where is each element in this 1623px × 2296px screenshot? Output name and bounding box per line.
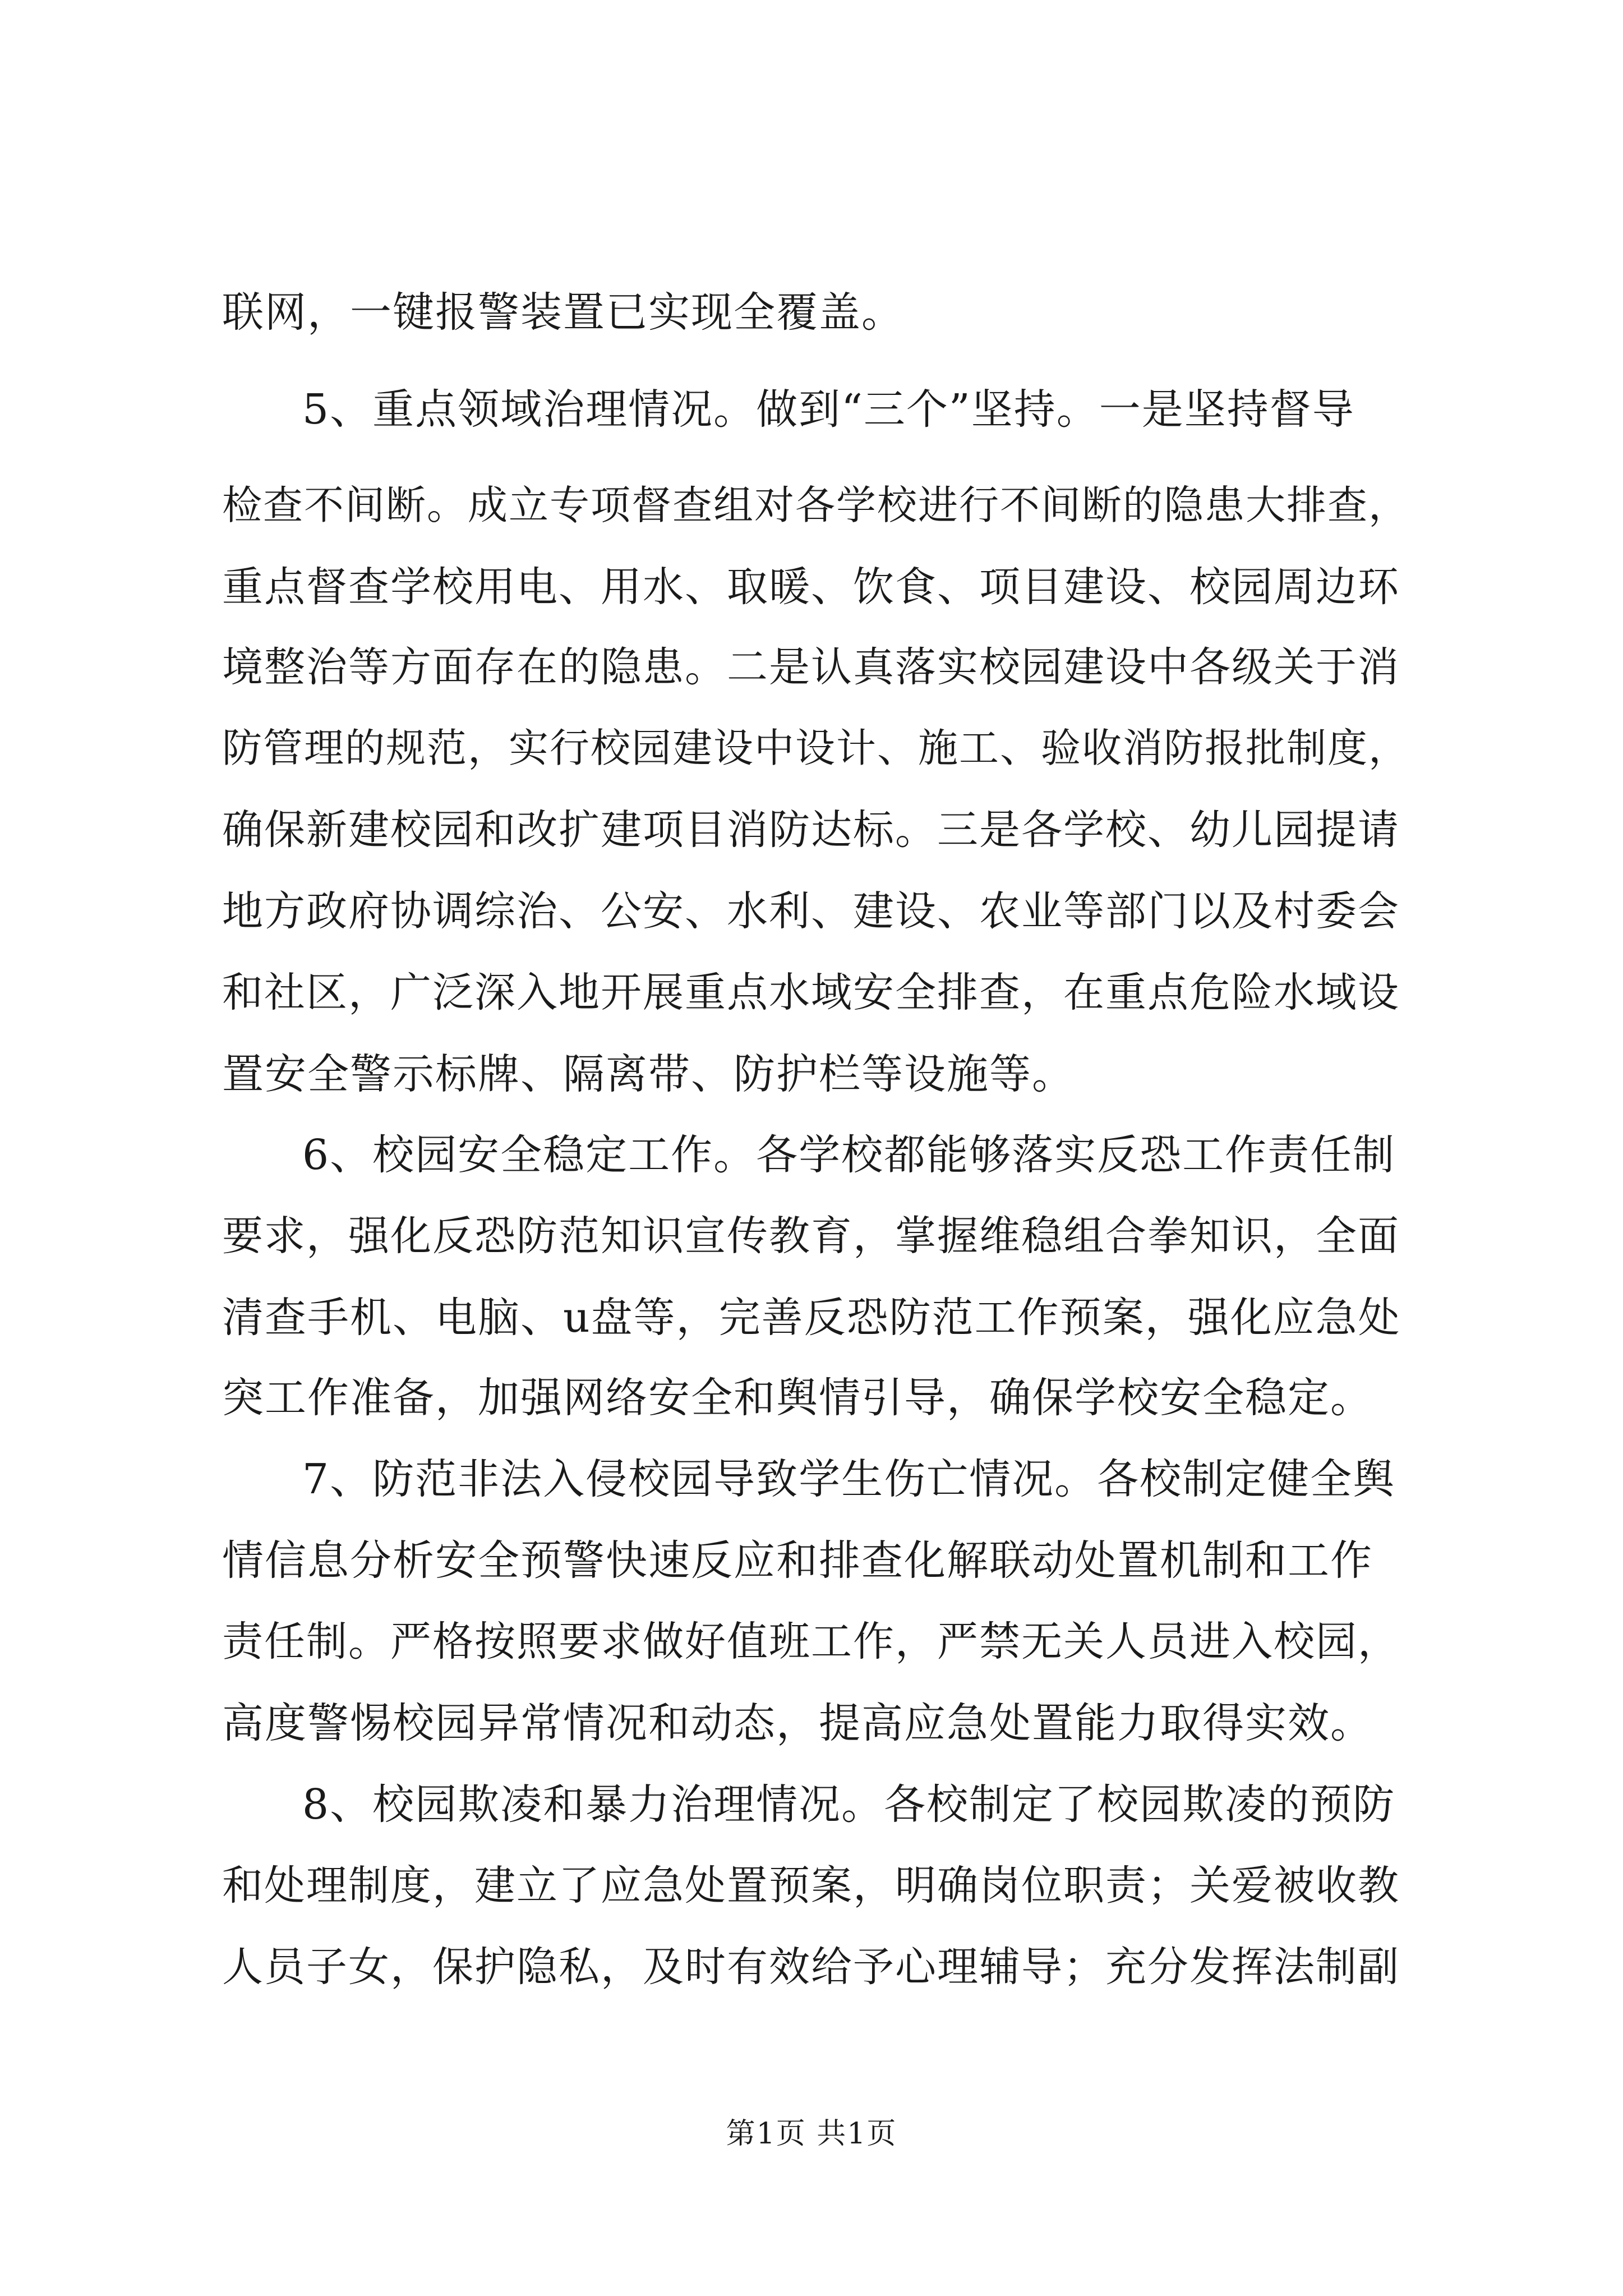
page-footer: 第1页 共1页	[726, 2117, 897, 2151]
text-line: 要求，强化反恐防范知识宣传教育，掌握维稳组合拳知识，全面	[222, 1212, 1400, 1260]
paragraph-line: 7、防范非法入侵校园导致学生伤亡情况。各校制定健全舆	[302, 1455, 1396, 1503]
text-line: 和处理制度，建立了应急处置预案，明确岗位职责；关爱被收教	[222, 1862, 1400, 1910]
text-line: 地方政府协调综治、公安、水利、建设、农业等部门以及村委会	[222, 887, 1400, 935]
text-line: 责任制。严格按照要求做好值班工作，严禁无关人员进入校园，	[222, 1618, 1400, 1665]
text-line: 和社区，广泛深入地开展重点水域安全排查，在重点危险水域设	[222, 969, 1400, 1016]
text-line: 确保新建校园和改扩建项目消防达标。三是各学校、幼儿园提请	[222, 806, 1400, 854]
paragraph-line: 6、校园安全稳定工作。各学校都能够落实反恐工作责任制	[302, 1131, 1396, 1179]
text-line: 境整治等方面存在的隐患。二是认真落实校园建设中各级关于消	[222, 643, 1400, 691]
text-line: 重点督查学校用电、用水、取暖、饮食、项目建设、校园周边环	[222, 563, 1400, 611]
text-line: 置安全警示标牌、隔离带、防护栏等设施等。	[222, 1050, 1075, 1098]
text-line: 人员子女，保护隐私，及时有效给予心理辅导；充分发挥法制副	[222, 1943, 1400, 1991]
text-line: 高度警惕校园异常情况和动态，提高应急处置能力取得实效。	[222, 1699, 1373, 1747]
text-line: 突工作准备，加强网络安全和舆情引导，确保学校安全稳定。	[222, 1374, 1373, 1422]
text-line: 清查手机、电脑、u盘等，完善反恐防范工作预案，强化应急处	[222, 1294, 1401, 1342]
text-line: 防管理的规范，实行校园建设中设计、施工、验收消防报批制度，	[222, 725, 1410, 771]
text-line: 检查不间断。成立专项督查组对各学校进行不间断的隐患大排查，	[222, 482, 1410, 528]
text-line: 情信息分析安全预警快速反应和排查化解联动处置机制和工作	[222, 1536, 1373, 1585]
paragraph-line: 8、校园欺凌和暴力治理情况。各校制定了校园欺凌的预防	[302, 1780, 1396, 1829]
text-line: 联网，一键报警装置已实现全覆盖。	[222, 288, 904, 337]
paragraph-line: 5、重点领域治理情况。做到“三个”坚持。一是坚持督导	[302, 385, 1355, 434]
